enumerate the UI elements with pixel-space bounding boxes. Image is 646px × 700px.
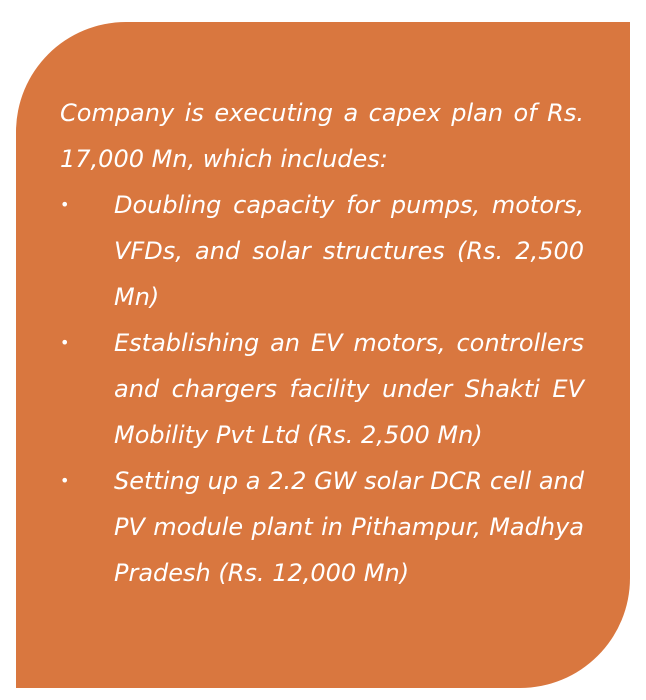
list-item-text: Doubling capacity for pumps, motors, VFDs, and solar structures (Rs. 2,500 Mn) [114, 191, 584, 311]
list-item-text: Setting up a 2.2 GW solar DCR cell and PV module plant in Pithampur, Madhya Pradesh (Rs. 12,000 Mn) [114, 467, 584, 587]
list-item [60, 320, 584, 458]
bullet-icon: • [60, 333, 70, 352]
list-item [60, 458, 584, 596]
capex-info-card [16, 22, 630, 688]
capex-intro-text: Company is executing a capex plan of Rs. 17,000 Mn, which includes: [60, 99, 584, 173]
list-item [60, 182, 584, 320]
bullet-icon: • [60, 195, 70, 214]
capex-bullet-list [60, 182, 584, 596]
list-item-text: Establishing an EV motors, controllers and chargers facility under Shakti EV Mobility Pvt Ltd (Rs. 2,500 Mn) [114, 329, 584, 449]
bullet-icon: • [60, 471, 70, 490]
